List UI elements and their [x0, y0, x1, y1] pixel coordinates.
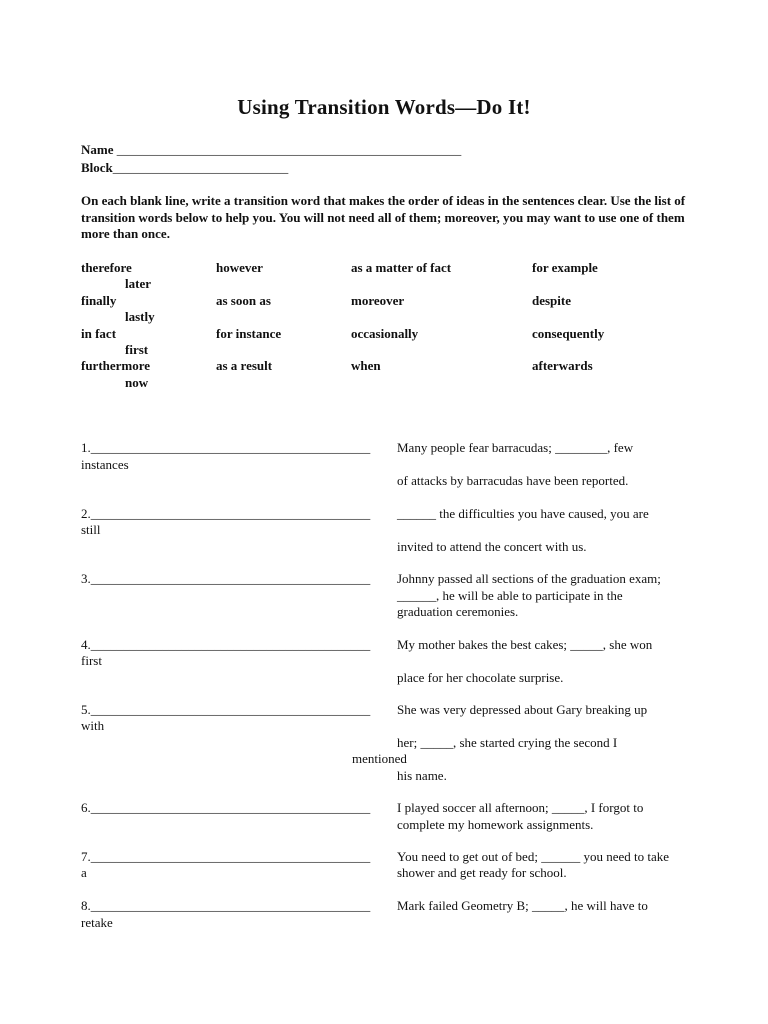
sentence-7-line-1: You need to get out of bed; ______ you need to take	[397, 849, 669, 864]
block-line: ___________________________	[112, 160, 289, 175]
sentence-1-line-2: of attacks by barracudas have been reported.	[397, 473, 629, 488]
sentence-3-line-1: Johnny passed all sections of the graduation exam;	[397, 571, 661, 586]
answer-blank-4[interactable]: 4.___________________________________________	[81, 637, 371, 652]
word-bank-item: for instance	[216, 326, 282, 341]
word-bank-item: as soon as	[216, 293, 271, 308]
answer-blank-8[interactable]: 8.___________________________________________	[81, 898, 371, 913]
answer-blank-6[interactable]: 6.___________________________________________	[81, 800, 371, 815]
sentence-8-line-1: Mark failed Geometry B; _____, he will have to	[397, 898, 648, 913]
sentence-4-line-2: place for her chocolate surprise.	[397, 670, 564, 685]
sentence-2-line-1: ______ the difficulties you have caused, you are	[397, 506, 649, 521]
word-bank-item: moreover	[351, 293, 405, 308]
word-bank-item: as a result	[216, 358, 273, 373]
word-bank-item: however	[216, 260, 263, 275]
wrap-text-5: with	[81, 718, 105, 733]
word-bank-item: as a matter of fact	[351, 260, 452, 275]
sentence-7-line-2: shower and get ready for school.	[397, 865, 567, 880]
sentence-1-line-1: Many people fear barracudas; ________, few	[397, 440, 634, 455]
block-label: Block	[81, 160, 113, 175]
wrap-text-4: first	[81, 653, 102, 668]
word-bank-item: later	[125, 276, 151, 291]
word-bank-item: occasionally	[351, 326, 419, 341]
answer-blank-1[interactable]: 1.___________________________________________	[81, 440, 371, 455]
wrap-text-8: retake	[81, 915, 113, 930]
name-field	[81, 142, 461, 158]
word-bank-item: first	[125, 342, 149, 357]
sentence-6-line-1: I played soccer all afternoon; _____, I forgot to	[397, 800, 644, 815]
sentence-5-line-1: She was very depressed about Gary breaking up	[397, 702, 648, 717]
word-bank-item: for example	[532, 260, 598, 275]
word-bank-item: consequently	[532, 326, 605, 341]
answer-blank-7[interactable]: 7.___________________________________________	[81, 849, 371, 864]
sentence-6-line-2: complete my homework assignments.	[397, 817, 594, 832]
block-field	[81, 160, 288, 176]
word-bank-item: therefore	[81, 260, 132, 275]
word-bank-item: in fact	[81, 326, 117, 341]
sentence-3-line-3: graduation ceremonies.	[397, 604, 519, 619]
answer-blank-2[interactable]: 2.___________________________________________	[81, 506, 371, 521]
word-bank-item: finally	[81, 293, 117, 308]
name-label: Name	[81, 142, 114, 157]
sentence-5-line-3: mentioned	[352, 751, 407, 766]
word-bank-item: now	[125, 375, 149, 390]
answer-blank-5[interactable]: 5.___________________________________________	[81, 702, 371, 717]
name-line: _____________________________________________________	[116, 142, 462, 157]
word-bank-item: afterwards	[532, 358, 593, 373]
wrap-text-2: still	[81, 522, 101, 537]
sentence-5-line-2: her; _____, she started crying the second I	[397, 735, 618, 750]
word-bank-item: when	[351, 358, 381, 373]
wrap-text-1: instances	[81, 457, 129, 472]
instructions: On each blank line, write a transition word that makes the order of ideas in the sentences clear. Use the list of transition words below to help you. You will not need all of them; moreover, you may want to use one of them more than once.	[81, 193, 686, 241]
word-bank-item: despite	[532, 293, 571, 308]
page-title: Using Transition Words—Do It!	[237, 95, 531, 119]
answer-blank-3[interactable]: 3.___________________________________________	[81, 571, 371, 586]
sentence-3-line-2: ______, he will be able to participate in the	[397, 588, 623, 603]
sentence-4-line-1: My mother bakes the best cakes; _____, she won	[397, 637, 653, 652]
word-bank-item: furthermore	[81, 358, 151, 373]
sentence-5-line-4: his name.	[397, 768, 447, 783]
sentence-2-line-2: invited to attend the concert with us.	[397, 539, 587, 554]
word-bank-item: lastly	[125, 309, 155, 324]
wrap-text-7: a	[81, 865, 87, 880]
